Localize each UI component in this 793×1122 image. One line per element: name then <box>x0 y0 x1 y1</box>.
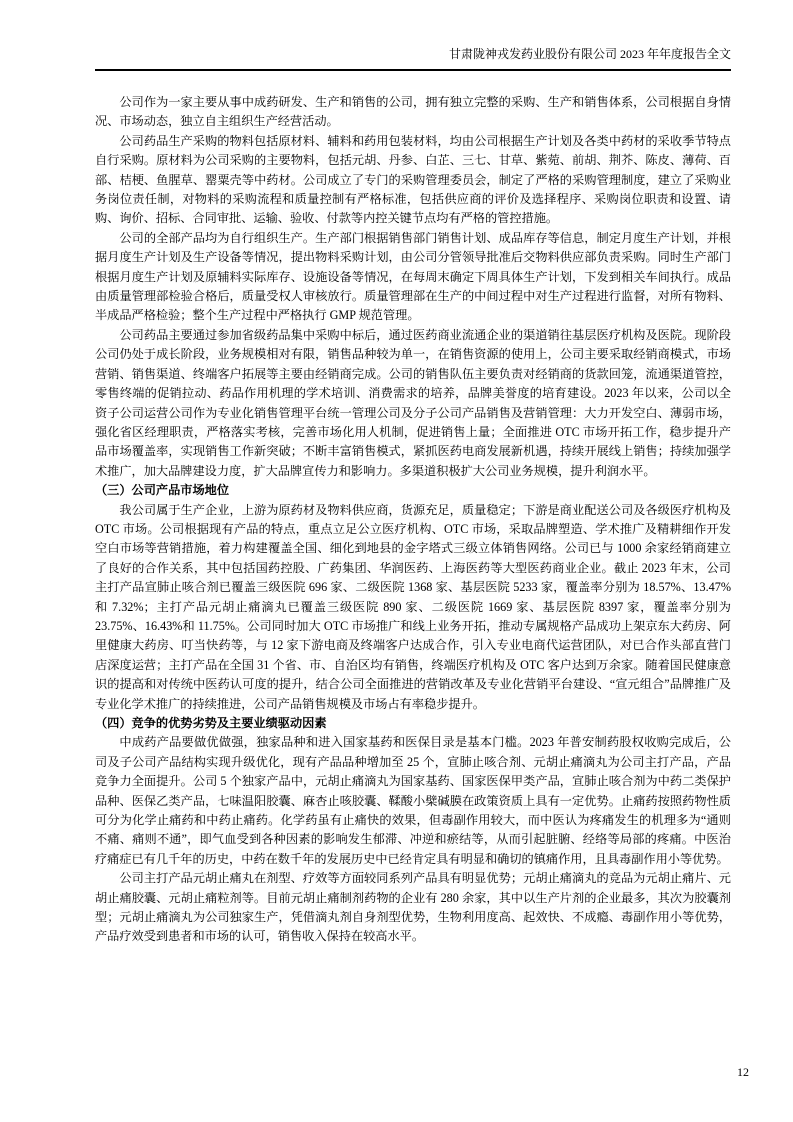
page-number: 12 <box>737 1065 749 1079</box>
page-header <box>95 46 731 71</box>
paragraph-market-position: 我公司属于生产企业，上游为原药材及物料供应商，货源充足，质量稳定；下游是商业配送公司及各级医疗机构及 OTC 市场。公司根据现有产品的特点，重点立足公立医疗机构、OTC 市场，采取品牌塑造、学术推广及精耕细作开发空白市场等营销措施，着力构建覆盖全国、细化到地县的金字塔式三级立体销售网络。公司已与 1000 余家经销商建立了良好的合作关系，其中包括国药控股、广药集团、华润医药、上海医药等大型医药商业企业。截止 2023 年末，公司主打产品宣肺止咳合剂已覆盖三级医院 696 家、二级医院 1368 家、基层医院 5233 家，覆盖率分别为 18.57%、13.47%和 7.32%；主打产品元胡止痛滴丸已覆盖三级医院 890 家、二级医院 1669 家、基层医院 8397 家，覆盖率分别为 23.75%、16.43%和 11.75%。公司同时加大 OTC 市场推广和线上业务开拓，推动专属规格产品成功上架京东大药房、阿里健康大药房、叮当快药等，与 12 家下游电商及终端客户达成合作，引入专业电商代运营团队，对已合作头部直营门店深度运营；主打产品在全国 31 个省、市、自治区均有销售，终端医疗机构及 OTC 客户达到万余家。随着国民健康意识的提高和对传统中医药认可度的提升，结合公司全面推进的营销改革及专业化营销平台建设、“宣元组合”品牌推广及专业化学术推广的持续推进，公司产品销售规模及市场占有率稳步提升。 <box>95 502 731 711</box>
paragraph-procurement-overview: 公司作为一家主要从事中成药研发、生产和销售的公司，拥有独立完整的采购、生产和销售体系，公司根据自身情况、市场动态，独立自主组织生产经营活动。 <box>95 95 731 129</box>
paragraph-sales-model: 公司药品主要通过参加省级药品集中采购中标后，通过医药商业流通企业的渠道销往基层医疗机构及医院。现阶段公司仍处于成长阶段，业务规模相对有限，销售品种较为单一，在销售资源的使用上，公司主要采取经销商模式，市场营销、销售渠道、终端客户拓展等主要由经销商完成。公司的销售队伍主要负责对经销商的货款回笼，流通渠道管控，零售终端的促销拉动、药品作用机理的学术培训、消费需求的培养，品牌美誉度的培育建设。2023 年以来，公司以全资子公司运营公司作为专业化销售管理平台统一管理公司及分子公司产品销售及营销管理：大力开发空白、薄弱市场，强化省区经理职责，严格落实考核，完善市场化用人机制，促进销售上量；全面推进 OTC 市场开拓工作，稳步提升产品市场覆盖率，实现销售工作新突破；不断丰富销售模式，紧抓医药电商发展新机遇，持续开展线上销售；持续加强学术推广，加大品牌建设力度，扩大品牌宣传力和影响力。多渠道积极扩大公司业务规模，提升利润水平。 <box>95 327 731 478</box>
paragraph-production-process: 公司的全部产品均为自行组织生产。生产部门根据销售部门销售计划、成品库存等信息，制定月度生产计划，并根据月度生产计划及生产设备等情况，提出物料采购计划，由公司分管领导批准后交物料供应部负责采购。同时生产部门根据月度生产计划及原辅料实际库存、设施设备等情况，在每周末确定下周具体生产计划，下发到相关车间执行。成品由质量管理部检验合格后，质量受权人审核放行。质量管理部在生产的中间过程中对生产过程进行监督，对所有物料、半成品严格检验；整个生产过程中严格执行 GMP 规范管理。 <box>95 230 731 323</box>
section-heading-competitive-advantages: （四）竞争的优势劣势及主要业绩驱动因素 <box>95 716 327 730</box>
paragraph-raw-materials: 公司药品生产采购的物料包括原材料、辅料和药用包装材料，均由公司根据生产计划及各类中药材的采收季节特点自行采购。原材料为公司采购的主要物料，包括元胡、丹参、白芷、三七、甘草、紫菀、前胡、荆芥、陈皮、薄荷、百部、桔梗、鱼腥草、罂粟壳等中药材。公司成立了专门的采购管理委员会，制定了严格的采购管理制度，建立了采购业务岗位责任制，对物料的采购流程和质量控制有严格标准，包括供应商的评价及选择程序、采购岗位职责和设置、请购、询价、招标、合同审批、运输、验收、付款等内控关键节点均有严格的管控措施。 <box>95 133 731 226</box>
section-heading-market-position: （三）公司产品市场地位 <box>95 483 230 498</box>
paragraph-competitive-advantages: 中成药产品要做优做强，独家品种和进入国家基药和医保目录是基本门槛。2023 年普安制药股权收购完成后，公司及子公司产品结构实现升级优化，现有产品品种增加至 25 个，宣肺止咳合剂、元胡止痛滴丸为公司主打产品，产品竞争力全面提升。公司 5 个独家产品中，元胡止痛滴丸为国家基药、国家医保甲类产品，宣肺止咳合剂为中药二类保护品种、医保乙类产品，七味温阳胶囊、麻杏止咳胶囊、鞣酸小檗碱膜在政策资质上具有一定优势。止痛药按照药物性质可分为化学止痛药和中药止痛药。化学药虽有止痛快的效果，但毒副作用较大，而中医认为疼痛发生的机理多为“通则不痛、痛则不通”，即气血受到各种因素的影响发生郁滞、冲逆和瘀结等，从而引起脏腑、经络等局部的疼痛。中医治疗痛症已有几千年的历史，中药在数千年的发展历史中已经肯定具有明显和确切的镇痛作用，且具毒副作用小等优势。 <box>95 735 731 866</box>
report-title: 甘肃陇神戎发药业股份有限公司 2023 年年度报告全文 <box>448 47 731 61</box>
paragraph-flagship-product: 公司主打产品元胡止痛丸在剂型、疗效等方面较同系列产品具有明显优势；元胡止痛滴丸的竞品为元胡止痛片、元胡止痛胶囊、元胡止痛粒剂等。目前元胡止痛制剂药物的企业有 280 余家，其中以生产片剂的企业最多，其次为胶囊剂型；元胡止痛滴丸为公司独家生产，凭借滴丸剂自身剂型优势，生物利用度高、起效快、不成瘾、毒副作用小等优势，产品疗效受到患者和市场的认可，销售收入保持在较高水平。 <box>95 871 731 944</box>
document-body <box>95 93 731 947</box>
